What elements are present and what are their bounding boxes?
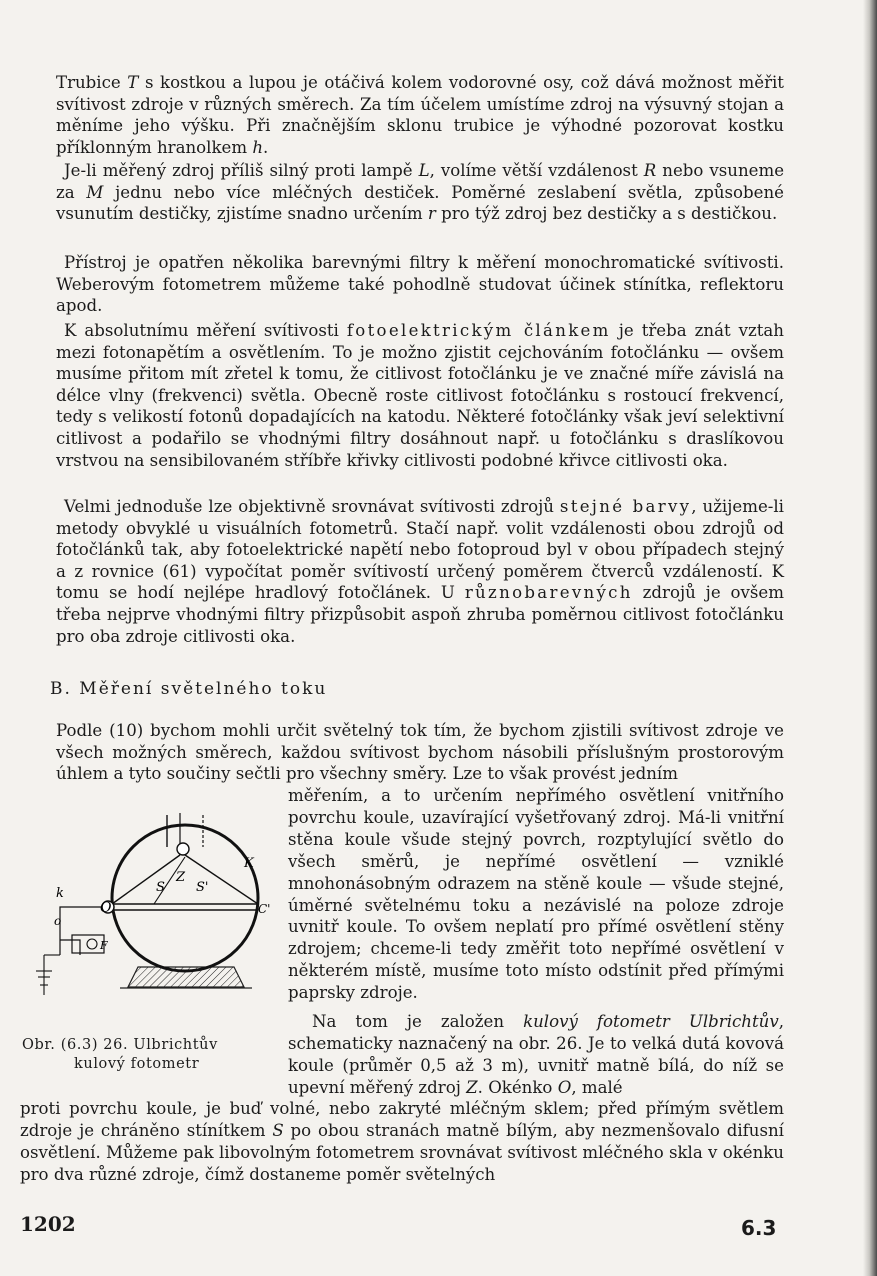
label-o: o <box>54 914 62 928</box>
spaced-term: různobarevných <box>464 583 633 603</box>
text-span: je třeba znát vztah mezi fotonapětím a osvětlením. To je možno zjistit cejchováním fotočlánku — ovšem musíme přitom mít zřetel k tomu, že citlivost fotočlánku je ve značné míře závislá na délce vlny (frekvenci) světla. Obecně roste citlivost fotočlánku s rostoucí frekvencí, tedy s velikostí fotonů dopadajících na katodu. Některé fotočlánky však jeví selektivní citlivost a podařilo se vhodnými filtry dosáhnout např. u fotočlánku s draslíkovou vrstvou na sensibilovaném stříbře křivky citlivosti podobné křivce citlivosti oka. <box>56 321 784 470</box>
text-span: . Okénko <box>477 1077 558 1097</box>
text-span: proti povrchu koule, je buď volné, nebo zakryté mléčným sklem; před přímým světlem zdroje je chráněno stínítkem <box>20 1099 784 1140</box>
spaced-term: stejné barvy <box>559 497 692 516</box>
paragraph-mereni-koule: měřením, a to určením nepřímého osvětlení vnitřního povrchu koule, uzavírající vyšetřovaný zdroj. Má-li vnitřní stěna koule všude stejný povrch, rozptylující světlo do všech směrů, je nepřímé osvětlení — vzniklé mnohonásobným odrazem na stěně koule — všude stejné, úměrné světelnému toku a nezávislé na poloze zdroje uvnitř koule. To ovšem neplatí pro přímé osvětlení stěny zdrojem; chceme-li tedy změřit toto nepřímé osvětlení v některém místě, musíme toto místo odstínit před přímými paprsky zdroje. <box>288 786 784 1003</box>
paragraph-svetelny-tok: Podle (10) bychom mohli určit světelný tok tím, že bychom zjistili svítivost zdroje ve všech možných směrech, každou svítivost bychom násobili příslušným prostorovým úhlem a tyto součiny sečtli pro všechny směry. Lze to však provést jedním <box>56 721 784 784</box>
label-S: S <box>156 880 165 895</box>
text-span: Na tom je založen <box>312 1012 524 1031</box>
text-span: zdrojů je ovšem třeba nejprve vhodnými filtry přizpůsobit aspoň zhruba poměrnou citlivost fotočlánku pro oba zdroje citlivosti oka. <box>56 583 784 646</box>
text-span: Velmi jednoduše lze objektivně srovnávat svítivosti zdrojů <box>64 497 560 516</box>
symbol-r: r <box>427 204 436 224</box>
paragraph-continuation <box>20 1098 784 1186</box>
page-number: 1202 <box>20 1212 76 1236</box>
label-k: k <box>56 886 64 901</box>
text-span: Trubice <box>56 73 128 92</box>
photocell-element <box>87 939 97 949</box>
figure-caption <box>22 1036 284 1074</box>
symbol-M: M <box>86 182 104 202</box>
text-span: s kostkou a lupou je otáčivá kolem vodorovné osy, což dává možnost měřit svítivost zdroje v různých směrech. Za tím účelem umístíme zdroj na výsuvný stojan a měníme jeho výšku. Při značnějším sklonu trubice je výhodné pozorovat kostku příklonným hranolkem <box>56 73 784 157</box>
lamp-source <box>177 843 189 855</box>
symbol-h: h <box>252 137 264 157</box>
paragraph-mereny-zdroj <box>56 160 784 225</box>
text-span: Je-li měřený zdroj příliš silný proti lampě <box>64 161 419 180</box>
label-K: K <box>244 856 254 871</box>
section-number: 6.3 <box>741 1216 777 1240</box>
symbol-R: R <box>643 161 657 180</box>
label-Z: Z <box>176 870 186 885</box>
text-span: , užijeme-li metody obvyklé u visuálních fotometrů. Stačí např. volit vzdálenosti obou zdrojů od fotočlánků tak, aby fotoelektrické napětí nebo fotoproud byl v obou případech stejný a z rovnice (61) vypočítat poměr svítivostí určený poměrem čtverců vzdáleností. K tomu se hodí nejlépe hradlový fotočlánek. U <box>56 497 784 603</box>
emphasis: kulový fotometr Ulbrichtův <box>523 1012 779 1031</box>
text-span: po obou stranách matně bílým, aby nezmenšovalo difusní osvětlení. Můžeme pak libovolným fotometrem srovnávat svítivost mléčného skla v okénku pro dva různé zdroje, čímž dostaneme poměr světelných <box>20 1121 784 1184</box>
text-span: nebo vsuneme za <box>56 161 785 202</box>
symbol-S: S <box>272 1121 284 1140</box>
paragraph-ulbricht <box>288 1011 784 1099</box>
text-span: . <box>263 137 269 157</box>
spaced-term: fotoelektrickým článkem <box>346 321 611 340</box>
symbol-Z: Z <box>466 1077 478 1097</box>
symbol-L: L <box>418 161 430 180</box>
paragraph-trubice <box>56 72 784 158</box>
paragraph-pristroj: Přístroj je opatřen několika barevnými filtry k měření monochromatické svítivosti. Weberovým fotometrem můžeme také pohodlně studovat účinek stínítka, reflektoru apod. <box>56 253 784 316</box>
text-span: , volíme větší vzdálenost <box>429 161 644 180</box>
caption-line: kulový fotometr <box>74 1056 200 1072</box>
text-span: , schematicky naznačený na obr. 26. Je to velká dutá kovová koule (průměr 0,5 až 3 m), uvnitř matně bílá, do níž se upevní měřený zdroj <box>288 1012 784 1097</box>
label-C-prime: C' <box>258 902 271 916</box>
label-O: O <box>100 900 112 916</box>
ulbricht-sphere-diagram <box>20 805 288 995</box>
page-edge-shadow <box>863 0 877 1276</box>
paragraph-objektivni-srovnani <box>56 496 784 647</box>
symbol-T: T <box>127 73 139 92</box>
paragraph-absolutni-mereni <box>56 320 784 471</box>
text-span: pro týž zdroj bez destičky a s destičkou. <box>435 204 778 224</box>
label-F: F <box>100 939 108 952</box>
label-S-prime: S' <box>196 880 209 895</box>
section-heading: B. Měření světelného toku <box>50 679 328 699</box>
text-span: , malé <box>571 1077 623 1097</box>
text-span: jednu nebo více mléčných destiček. Poměrné zeslabení světla, způsobené vsunutím destičky, zjistíme snadno určením <box>56 182 784 224</box>
text-span: K absolutnímu měření svítivosti <box>64 321 347 340</box>
caption-line: Obr. (6.3) 26. Ulbrichtův <box>22 1037 218 1053</box>
symbol-O: O <box>557 1077 572 1097</box>
